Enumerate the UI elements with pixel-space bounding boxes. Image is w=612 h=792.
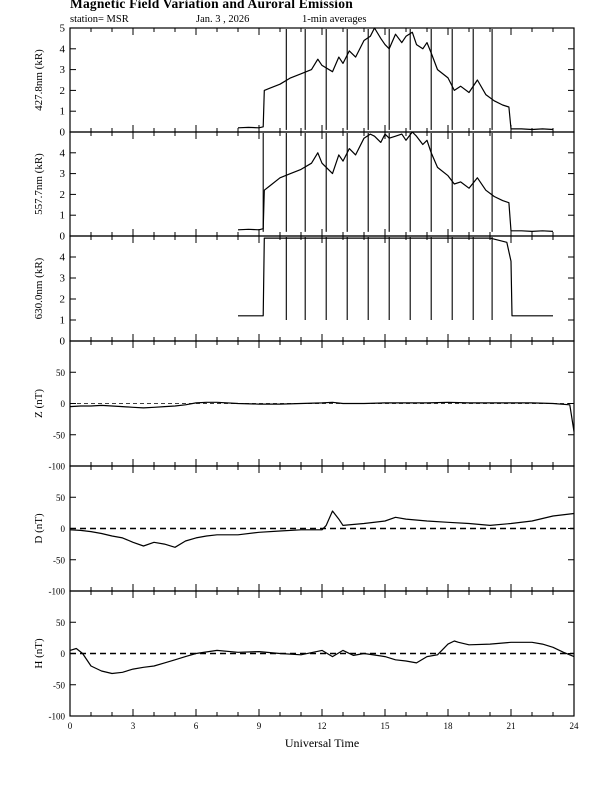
chart-panel-5 [33,466,574,597]
panel-frame [70,132,574,236]
y-tick-label: 3 [59,168,65,181]
y-tick-label: 0 [60,649,65,659]
series-line [238,28,553,130]
y-tick-label: -100 [48,461,65,472]
averaging-label: 1-min averages [302,14,367,25]
y-tick-label: 4 [59,251,65,264]
y-tick-label: 1 [59,209,65,222]
series-line [238,132,553,231]
y-tick-label: -50 [53,430,65,441]
x-tick-label: 18 [443,721,453,731]
y-tick-label: 0 [60,524,65,534]
y-tick-label: 2 [59,188,65,201]
x-tick-label: 6 [193,721,199,731]
y-axis-label: 427.8nm (kR) [33,49,45,111]
series-line [238,238,553,316]
chart-panel-6 [33,591,579,750]
y-axis-label: Z (nT) [33,388,45,419]
y-tick-label: 4 [59,147,65,160]
y-tick-label: 2 [59,84,65,97]
y-axis-label: H (nT) [33,638,45,669]
x-tick-label: 15 [380,721,390,731]
station-label: station= MSR [70,14,129,25]
y-tick-label: 1 [59,314,65,327]
y-axis-label: 557.7nm (kR) [33,153,45,215]
y-tick-label: 2 [59,293,65,306]
date-label: Jan. 3 , 2026 [196,14,250,25]
x-tick-label: 9 [256,721,262,731]
y-tick-label: 0 [59,230,65,243]
x-tick-label: 12 [317,721,327,731]
y-tick-label: 4 [59,43,65,56]
y-tick-label: 0 [59,335,65,348]
chart-panel-3 [33,236,574,348]
panel-frame [70,28,574,132]
x-axis-label: Universal Time [284,736,360,750]
series-line [70,641,574,674]
y-tick-label: 50 [56,367,65,378]
y-tick-label: 5 [59,22,65,35]
y-tick-label: -50 [53,555,65,566]
y-tick-label: 0 [59,126,65,139]
y-axis-label: D (nT) [33,513,45,544]
y-tick-label: 3 [59,272,65,285]
panel-frame [70,236,574,341]
x-tick-label: 21 [506,721,516,731]
y-tick-label: 3 [59,64,65,77]
y-tick-label: -100 [48,586,65,597]
y-axis-label: 630.0nm (kR) [33,257,45,320]
series-line [70,402,574,431]
chart-panel-4 [33,341,574,472]
chart-panel-1 [33,23,574,139]
chart-panel-2 [33,132,574,243]
y-tick-label: 1 [59,105,65,118]
x-tick-label: 0 [67,721,73,731]
y-tick-label: 0 [60,399,65,409]
chart-title: Magnetic Field Variation and Auroral Emission [70,0,353,11]
y-tick-label: -50 [53,680,65,691]
x-tick-label: 24 [569,721,579,731]
y-tick-label: 50 [56,617,65,628]
y-tick-label: -100 [48,711,65,722]
x-tick-label: 3 [130,721,136,731]
y-tick-label: 50 [56,492,65,503]
